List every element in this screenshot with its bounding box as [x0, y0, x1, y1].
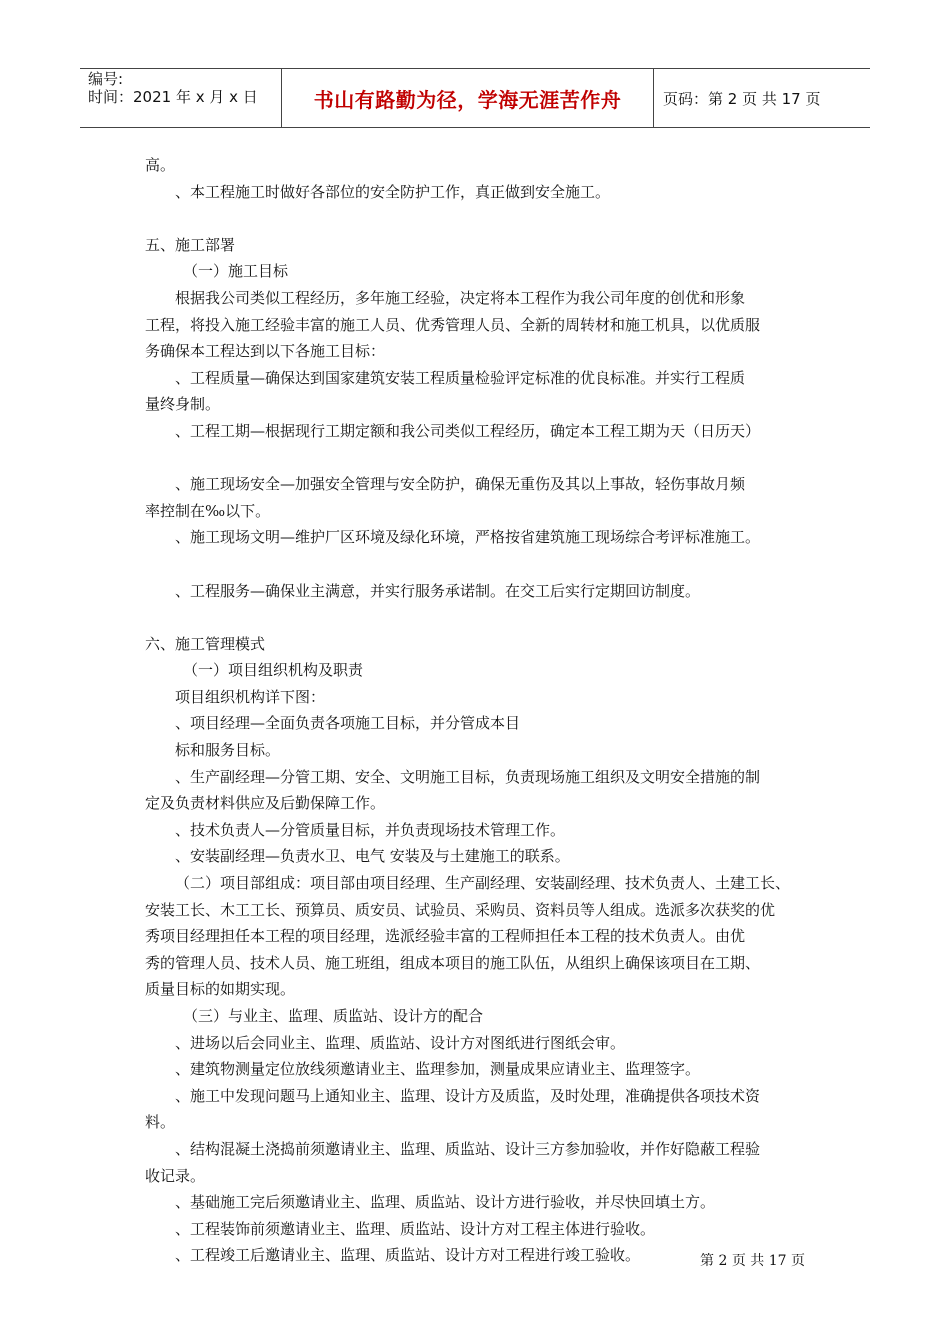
- paragraph-line: 收记录。: [145, 1166, 206, 1185]
- paragraph-line: 项目组织机构详下图：: [175, 687, 326, 706]
- paragraph-line: 、技术负责人—分管质量目标，并负责现场技术管理工作。: [175, 820, 566, 839]
- paragraph-line: 量终身制。: [145, 395, 221, 414]
- document-date: 时间：2021 年 x 月 x 日: [88, 88, 258, 106]
- subsection-heading: （三）与业主、监理、质监站、设计方的配合: [183, 1007, 484, 1025]
- paragraph-line: 工程，将投入施工经验丰富的施工人员、优秀管理人员、全新的周转材和施工机具，以优质服: [145, 315, 761, 334]
- paragraph-line: 定及负责材料供应及后勤保障工作。: [145, 794, 386, 813]
- paragraph-line: 、工程装饰前须邀请业主、监理、质监站、设计方对工程主体进行验收。: [175, 1219, 656, 1238]
- subsection-heading: （一）施工目标: [183, 262, 289, 281]
- paragraph-line: 、施工现场文明—维护厂区环境及绿化环境，严格按省建筑施工现场综合考评标准施工。: [175, 528, 761, 547]
- paragraph-line: 料。: [145, 1113, 176, 1132]
- paragraph-line: 标和服务目标。: [175, 741, 281, 760]
- paragraph-line: 、结构混凝土浇捣前须邀请业主、监理、质监站、设计三方参加验收，并作好隐蔽工程验: [175, 1139, 761, 1158]
- header-motto: 书山有路勤为径，学海无涯苦作舟: [282, 69, 654, 127]
- page-header: [80, 68, 870, 128]
- paragraph-line: （二）项目部组成：项目部由项目经理、生产副经理、安装副经理、技术负责人、土建工长、: [175, 874, 791, 893]
- paragraph-line: 质量目标的如期实现。: [145, 980, 296, 999]
- paragraph-line: 根据我公司类似工程经历，多年施工经验，决定将本工程作为我公司年度的创优和形象: [175, 288, 746, 307]
- section-heading: 五、施工部署: [145, 235, 236, 254]
- paragraph-line: 率控制在‰以下。: [145, 501, 271, 520]
- header-page-number: 页码：第 2 页 共 17 页: [663, 89, 821, 108]
- paragraph-line: 、基础施工完后须邀请业主、监理、质监站、设计方进行验收，并尽快回填土方。: [175, 1193, 716, 1212]
- paragraph-line: 秀项目经理担任本工程的项目经理，选派经验丰富的工程师担任本工程的技术负责人。由优: [145, 927, 746, 946]
- paragraph-line: 安装工长、木工工长、预算员、质安员、试验员、采购员、资料员等人组成。选派多次获奖的优: [145, 900, 776, 919]
- paragraph-line: 、工程工期—根据现行工期定额和我公司类似工程经历，确定本工程工期为天（日历天）: [175, 421, 761, 440]
- paragraph-line: 秀的管理人员、技术人员、施工班组，组成本项目的施工队伍，从组织上确保该项目在工期、: [145, 953, 761, 972]
- paragraph-line: 、建筑物测量定位放线须邀请业主、监理参加，测量成果应请业主、监理签字。: [175, 1060, 701, 1079]
- paragraph-line: 、生产副经理—分管工期、安全、文明施工目标，负责现场施工组织及文明安全措施的制: [175, 767, 761, 786]
- paragraph-line: 、安装副经理—负责水卫、电气 安装及与土建施工的联系。: [175, 847, 570, 866]
- paragraph-line: 、施工中发现问题马上通知业主、监理、设计方及质监，及时处理，准确提供各项技术资: [175, 1086, 761, 1105]
- paragraph-line: 、工程服务—确保业主满意，并实行服务承诺制。在交工后实行定期回访制度。: [175, 581, 701, 600]
- document-number-label: 编号:: [88, 70, 124, 88]
- header-meta: [80, 69, 282, 127]
- section-heading: 六、施工管理模式: [145, 634, 266, 653]
- paragraph-line: 、进场以后会同业主、监理、质监站、设计方对图纸进行图纸会审。: [175, 1033, 626, 1052]
- paragraph-line: 、工程竣工后邀请业主、监理、质监站、设计方对工程进行竣工验收。: [175, 1246, 641, 1265]
- paragraph-line: 高。: [145, 156, 176, 174]
- subsection-heading: （一）项目组织机构及职责: [183, 661, 364, 680]
- paragraph-line: 务确保本工程达到以下各施工目标：: [145, 342, 386, 361]
- page-footer-number: 第 2 页 共 17 页: [700, 1253, 805, 1269]
- document-body: [145, 152, 817, 1269]
- paragraph-line: 、工程质量—确保达到国家建筑安装工程质量检验评定标准的优良标准。并实行工程质: [175, 368, 746, 387]
- paragraph-line: 、项目经理—全面负责各项施工目标，并分管成本目: [175, 714, 521, 733]
- paragraph-line: 、施工现场安全—加强安全管理与安全防护，确保无重伤及其以上事故，轻伤事故月频: [175, 475, 746, 494]
- paragraph-line: 、本工程施工时做好各部位的安全防护工作，真正做到安全施工。: [175, 182, 611, 201]
